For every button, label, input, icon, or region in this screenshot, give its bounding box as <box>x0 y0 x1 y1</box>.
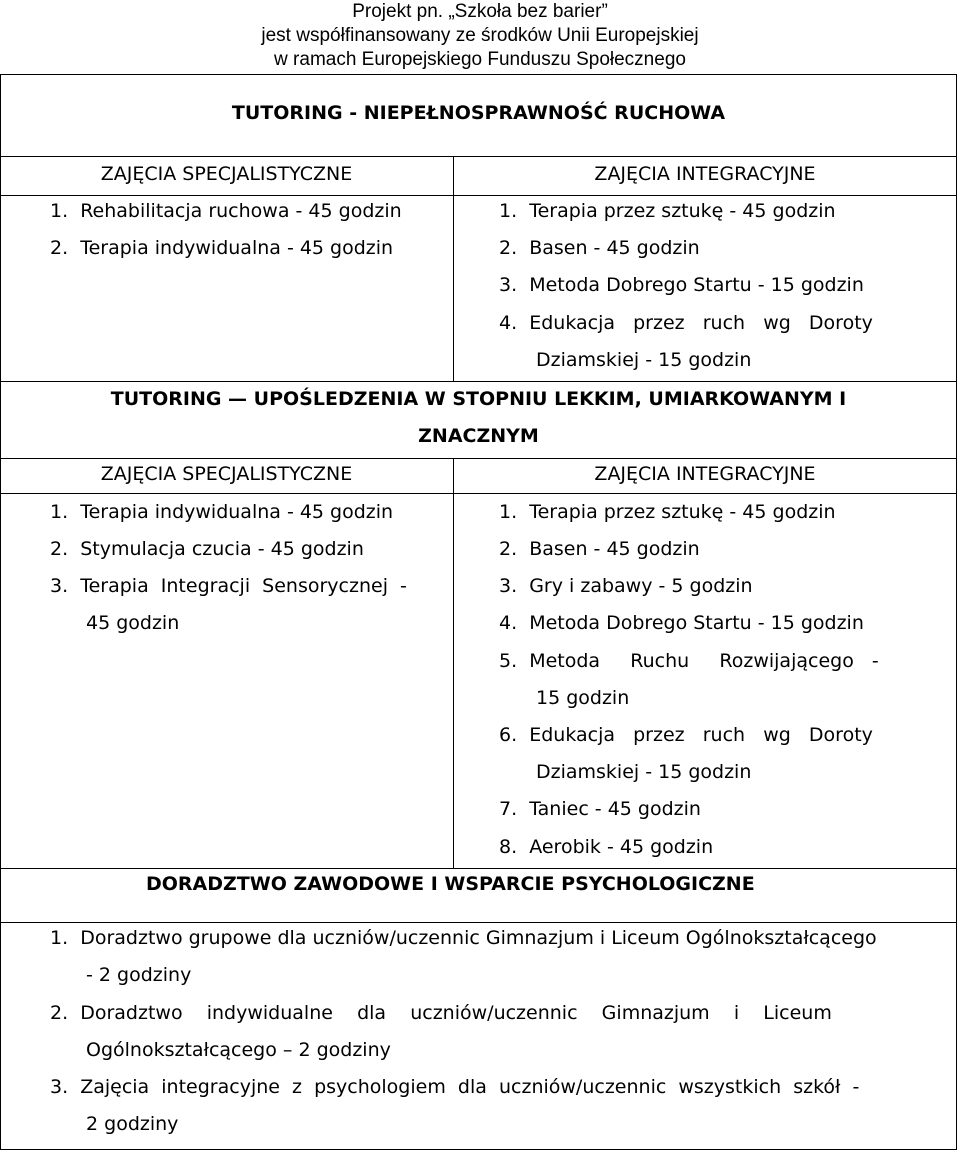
section-2-left-heading: ZAJĘCIA SPECJALISTYCZNE <box>100 463 353 485</box>
header-line-2: jest współfinansowany ze środków Unii Europejskiej <box>261 25 699 46</box>
header-line-3: w ramach Europejskiego Funduszu Społecznego <box>274 49 686 70</box>
column-divider-2 <box>453 458 454 869</box>
list-item: 1. Rehabilitacja ruchowa - 45 godzin <box>50 200 402 222</box>
section-1-right-heading: ZAJĘCIA INTEGRACYJNE <box>594 163 816 185</box>
list-item-continuation: 45 godzin <box>86 612 180 634</box>
list-item: 8. Aerobik - 45 godzin <box>499 836 714 858</box>
section-1-title: TUTORING - NIEPEŁNOSPRAWNOŚĆ RUCHOWA <box>231 102 726 124</box>
section-2-title-line-2: ZNACZNYM <box>418 425 539 447</box>
section-2-title-line-1: TUTORING — UPOŚLEDZENIA W STOPNIU LEKKIM, UMIARKOWANYM I <box>110 388 847 410</box>
section-2-right-heading: ZAJĘCIA INTEGRACYJNE <box>594 463 816 485</box>
list-item: 3. Metoda Dobrego Startu - 15 godzin <box>499 274 864 296</box>
list-item: 7. Taniec - 45 godzin <box>499 798 701 820</box>
project-header <box>0 0 960 72</box>
list-item: 4. Metoda Dobrego Startu - 15 godzin <box>499 612 864 634</box>
list-item: 1. Terapia przez sztukę - 45 godzin <box>499 501 836 523</box>
section-1-left-heading: ZAJĘCIA SPECJALISTYCZNE <box>100 163 353 185</box>
list-item: 2. Basen - 45 godzin <box>499 538 700 560</box>
list-item-continuation: 15 godzin <box>536 687 630 709</box>
list-item-continuation: 2 godziny <box>86 1113 179 1135</box>
list-item: 2. Doradztwo indywidualne dla uczniów/uczennic Gimnazjum i Liceum <box>50 1002 832 1024</box>
list-item: 1. Doradztwo grupowe dla uczniów/uczennic Gimnazjum i Liceum Ogólnokształcącego <box>50 927 877 949</box>
list-item: 4. Edukacja przez ruch wg Doroty <box>499 312 873 334</box>
list-item-continuation: Dziamskiej - 15 godzin <box>536 761 752 783</box>
list-item: 3. Gry i zabawy - 5 godzin <box>499 575 753 597</box>
list-item: 1. Terapia przez sztukę - 45 godzin <box>499 200 836 222</box>
list-item: 6. Edukacja przez ruch wg Doroty <box>499 724 873 746</box>
list-item: 2. Terapia indywidualna - 45 godzin <box>50 237 394 259</box>
section-3-title: DORADZTWO ZAWODOWE I WSPARCIE PSYCHOLOGICZNE <box>146 873 755 895</box>
list-item: 3. Terapia Integracji Sensorycznej - <box>50 575 407 597</box>
list-item-continuation: Dziamskiej - 15 godzin <box>536 349 752 371</box>
header-line-1: Projekt pn. „Szkoła bez barier” <box>352 1 608 22</box>
list-item: 1. Terapia indywidualna - 45 godzin <box>50 501 394 523</box>
list-item: 2. Stymulacja czucia - 45 godzin <box>50 538 364 560</box>
list-item: 3. Zajęcia integracyjne z psychologiem dla uczniów/uczennic wszystkich szkół - <box>50 1076 860 1098</box>
list-item-continuation: - 2 godziny <box>86 964 192 986</box>
list-item: 2. Basen - 45 godzin <box>499 237 700 259</box>
list-item: 5. Metoda Ruchu Rozwijającego - <box>499 650 879 672</box>
list-item-continuation: Ogólnokształcącego – 2 godziny <box>86 1039 391 1061</box>
